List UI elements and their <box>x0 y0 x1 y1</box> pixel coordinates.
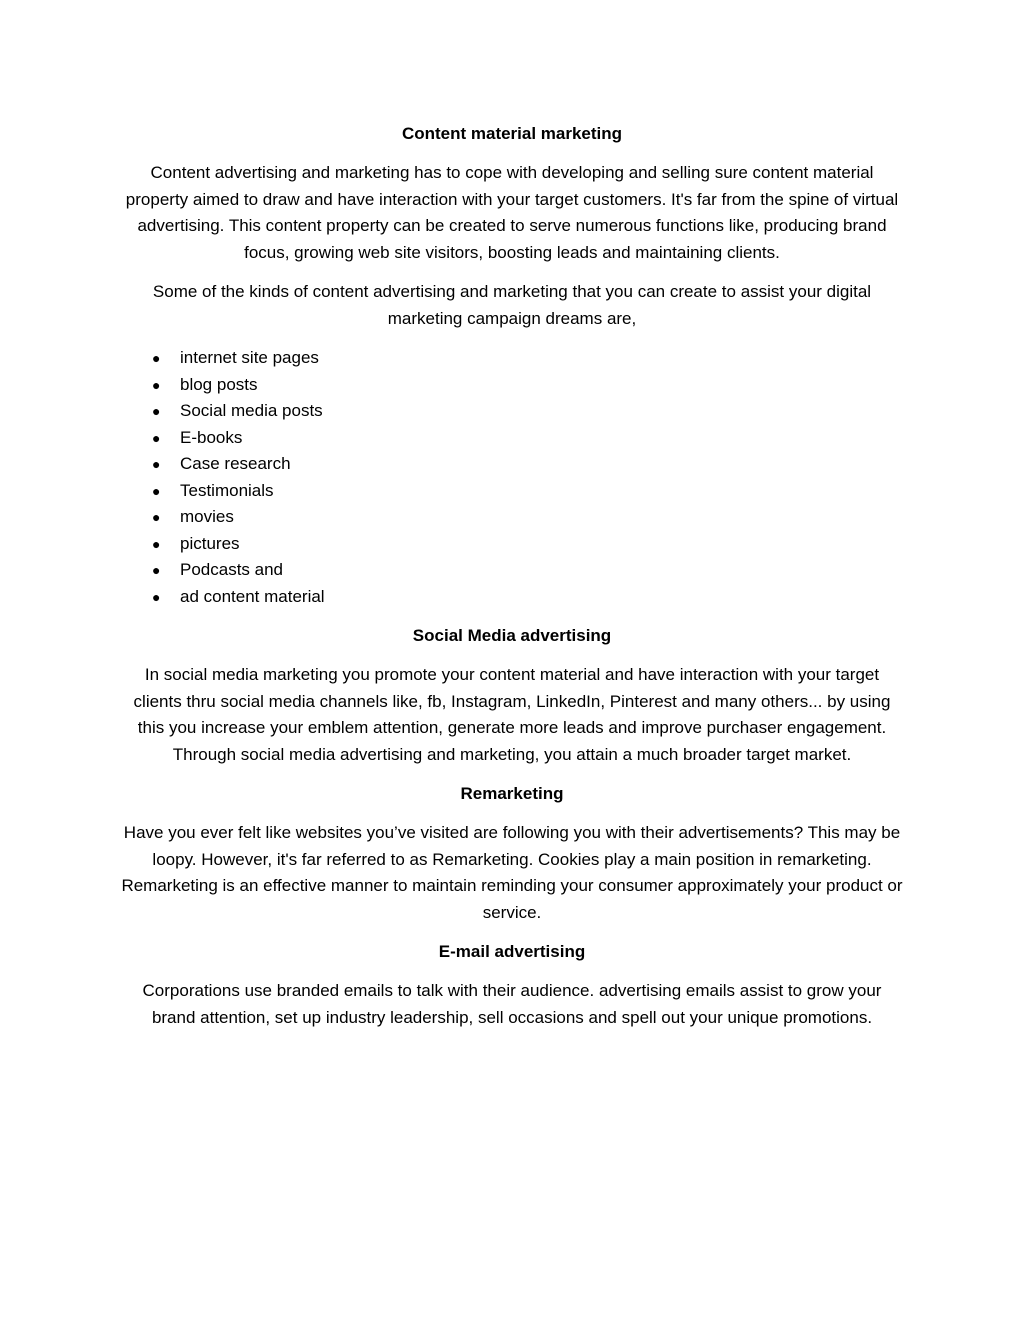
list-item-text: Testimonials <box>180 480 274 500</box>
section-heading-email: E-mail advertising <box>438 942 586 961</box>
section-heading-content-marketing: Content material marketing <box>401 124 623 143</box>
content-types-list <box>120 345 904 610</box>
bullet-icon: ● <box>152 456 161 472</box>
list-item-text: pictures <box>180 533 240 553</box>
bullet-icon: ● <box>152 403 161 419</box>
bullet-icon: ● <box>152 376 161 393</box>
remarketing-paragraph: Have you ever felt like websites you’ve visited are following you with their advertisements? This may be loopy. However, it's far referred to as Remarketing. Cookies play a main position in remarketing. Remarketing is an effective manner to maintain reminding your consumer approximately your product or service. <box>121 823 903 922</box>
bullet-icon: ● <box>152 429 161 446</box>
content-marketing-paragraph-1: Content advertising and marketing has to cope with developing and selling sure content material property aimed to draw and have interaction with your target customers. It's far from the spine of virtual advertising. This content property can be created to serve numerous functions like, producing brand focus, growing web site visitors, boosting leads and maintaining clients. <box>125 163 899 262</box>
list-item <box>120 451 904 478</box>
bullet-icon: ● <box>152 482 161 499</box>
section-heading-social-media: Social Media advertising <box>412 626 612 645</box>
list-item-text: Case research <box>180 454 291 473</box>
list-item <box>120 584 904 611</box>
social-media-paragraph: In social media marketing you promote your content material and have interaction with your target clients thru social media channels like, fb, Instagram, LinkedIn, Pinterest and many others... by using this you increase your emblem attention, generate more leads and improve purchaser engagement. Through social media advertising and marketing, you attain a much broader target market. <box>133 665 891 764</box>
list-item-text: Podcasts and <box>180 560 284 579</box>
section-heading-remarketing: Remarketing <box>460 784 564 803</box>
bullet-icon: ● <box>152 535 161 552</box>
list-item <box>120 531 904 558</box>
email-paragraph: Corporations use branded emails to talk with their audience. advertising emails assist to grow your brand attention, set up industry leadership, sell occasions and spell out your unique promotions. <box>142 981 882 1027</box>
list-item-text: movies <box>180 507 234 526</box>
bullet-icon: ● <box>152 350 161 366</box>
list-item-text: E-books <box>180 427 243 447</box>
list-item-text: internet site pages <box>180 348 319 367</box>
list-item <box>120 504 904 531</box>
list-item <box>120 478 904 505</box>
content-marketing-paragraph-2: Some of the kinds of content advertising and marketing that you can create to assist your digital marketing campaign dreams are, <box>152 282 872 328</box>
bullet-icon: ● <box>152 509 161 525</box>
list-item-text: ad content material <box>180 586 325 606</box>
list-item <box>120 372 904 399</box>
list-item <box>120 345 904 372</box>
list-item-text: Social media posts <box>180 401 323 420</box>
list-item <box>120 398 904 425</box>
bullet-icon: ● <box>152 562 161 578</box>
bullet-icon: ● <box>152 588 161 605</box>
list-item <box>120 557 904 584</box>
list-item-text: blog posts <box>180 374 258 394</box>
list-item <box>120 425 904 452</box>
